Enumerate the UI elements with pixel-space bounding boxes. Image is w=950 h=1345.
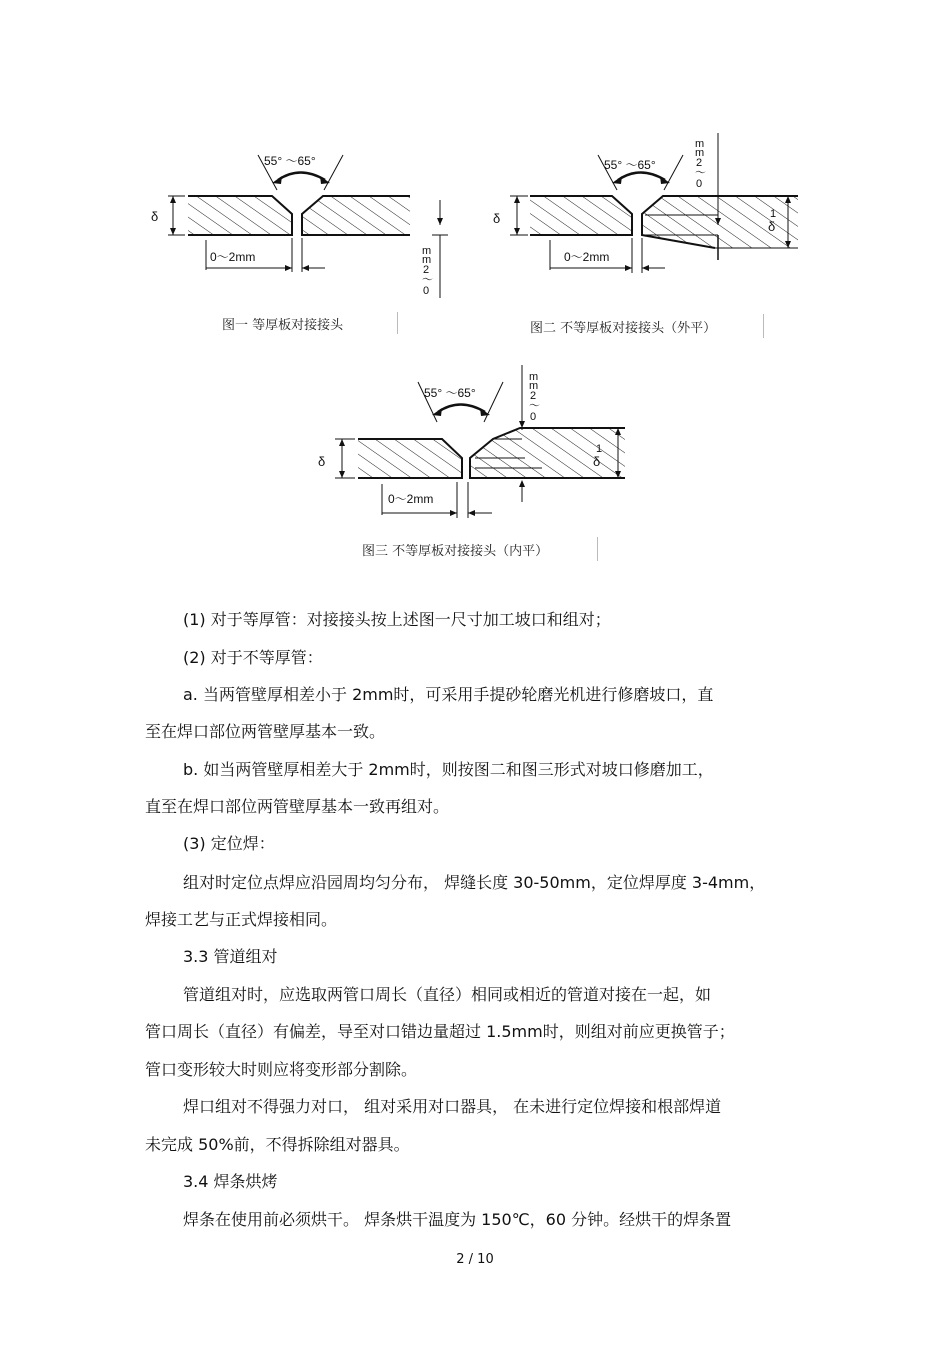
section-heading: 3.3 管道组对 bbox=[183, 947, 278, 966]
paragraph-line: 管道组对时，应选取两管口周长（直径）相同或相近的管道对接在一起，如 bbox=[183, 985, 712, 1004]
paragraph-line: (2) 对于不等厚管： bbox=[183, 648, 323, 667]
fig1-offset-char: ～ bbox=[422, 274, 433, 286]
fig1-offset-char: 0 bbox=[423, 285, 430, 297]
figure-1-drawing bbox=[140, 130, 470, 305]
fig2-offset-char: ～ bbox=[695, 167, 706, 179]
fig3-offset-char: ～ bbox=[529, 400, 540, 412]
paragraph-line: 焊接工艺与正式焊接相同。 bbox=[145, 910, 338, 929]
fig1-offset-char: m bbox=[422, 245, 432, 257]
figure-3-drawing bbox=[300, 360, 640, 525]
section-heading: 3.4 焊条烘烤 bbox=[183, 1172, 278, 1191]
figure-2-caption: 图二 不等厚板对接接头（外平） bbox=[530, 321, 717, 336]
fig2-delta-label: δ bbox=[493, 211, 501, 226]
figure-2-drawing bbox=[480, 125, 810, 275]
paragraph-line: (3) 定位焊： bbox=[183, 834, 275, 853]
fig3-delta1-label: δ bbox=[593, 454, 601, 469]
page-number: 2 / 10 bbox=[456, 1252, 494, 1267]
fig3-gap-label: 0～2mm bbox=[388, 492, 434, 506]
paragraph-line: 焊口组对不得强力对口， 组对采用对口器具， 在未进行定位焊接和根部焊道 bbox=[183, 1097, 722, 1116]
fig2-offset-char: m bbox=[695, 147, 705, 159]
paragraph-line: 管口变形较大时则应将变形部分割除。 bbox=[145, 1060, 418, 1079]
fig2-gap-label: 0～2mm bbox=[564, 250, 610, 264]
figure-3 bbox=[300, 360, 640, 525]
fig2-delta1-label: δ bbox=[768, 219, 776, 234]
fig3-offset-char: m bbox=[529, 371, 539, 383]
caption-divider bbox=[397, 312, 398, 334]
fig2-angle-label: 55° ～65° bbox=[604, 158, 656, 172]
paragraph-line: 至在焊口部位两管壁厚基本一致。 bbox=[145, 722, 386, 741]
paragraph-line: 管口周长（直径）有偏差，导至对口错边量超过 1.5mm时，则组对前应更换管子； bbox=[145, 1022, 735, 1041]
paragraph-line: b. 如当两管壁厚相差大于 2mm时，则按图二和图三形式对坡口修磨加工， bbox=[183, 760, 714, 779]
figure-3-caption: 图三 不等厚板对接接头（内平） bbox=[362, 544, 549, 559]
fig3-angle-label: 55° ～65° bbox=[424, 386, 476, 400]
fig1-delta-label: δ bbox=[151, 209, 159, 224]
fig2-offset-char: 2 bbox=[696, 157, 703, 169]
fig1-offset-char: 2 bbox=[423, 264, 430, 276]
paragraph-line: (1) 对于等厚管：对接接头按上述图一尺寸加工坡口和组对； bbox=[183, 610, 611, 629]
paragraph-line: 直至在焊口部位两管壁厚基本一致再组对。 bbox=[145, 797, 450, 816]
figure-1 bbox=[140, 130, 470, 305]
fig3-delta1-sub: 1 bbox=[596, 443, 603, 455]
fig3-offset-char: 0 bbox=[530, 411, 537, 423]
paragraph-line: 组对时定位点焊应沿园周均匀分布， 焊缝长度 30-50mm，定位焊厚度 3-4mm， bbox=[183, 873, 766, 892]
paragraph-line: a. 当两管壁厚相差小于 2mm时，可采用手提砂轮磨光机进行修磨坡口，直 bbox=[183, 685, 714, 704]
fig2-offset-char: 0 bbox=[696, 178, 703, 190]
caption-divider bbox=[763, 314, 764, 338]
figure-1-caption: 图一 等厚板对接接头 bbox=[222, 318, 344, 333]
caption-divider bbox=[597, 537, 598, 561]
paragraph-line: 未完成 50%前，不得拆除组对器具。 bbox=[145, 1135, 410, 1154]
fig3-offset-char: 2 bbox=[530, 390, 537, 402]
fig1-angle-label: 55° ～65° bbox=[264, 154, 316, 168]
fig2-offset-char: m bbox=[695, 138, 705, 150]
fig1-offset-char: m bbox=[422, 254, 432, 266]
fig3-offset-char: m bbox=[529, 380, 539, 392]
figure-2 bbox=[480, 125, 810, 275]
fig3-delta-label: δ bbox=[318, 454, 326, 469]
fig1-gap-label: 0～2mm bbox=[210, 250, 256, 264]
paragraph-line: 焊条在使用前必须烘干。 焊条烘干温度为 150℃，60 分钟。经烘干的焊条置 bbox=[183, 1210, 732, 1229]
fig2-delta1-sub: 1 bbox=[770, 208, 777, 220]
